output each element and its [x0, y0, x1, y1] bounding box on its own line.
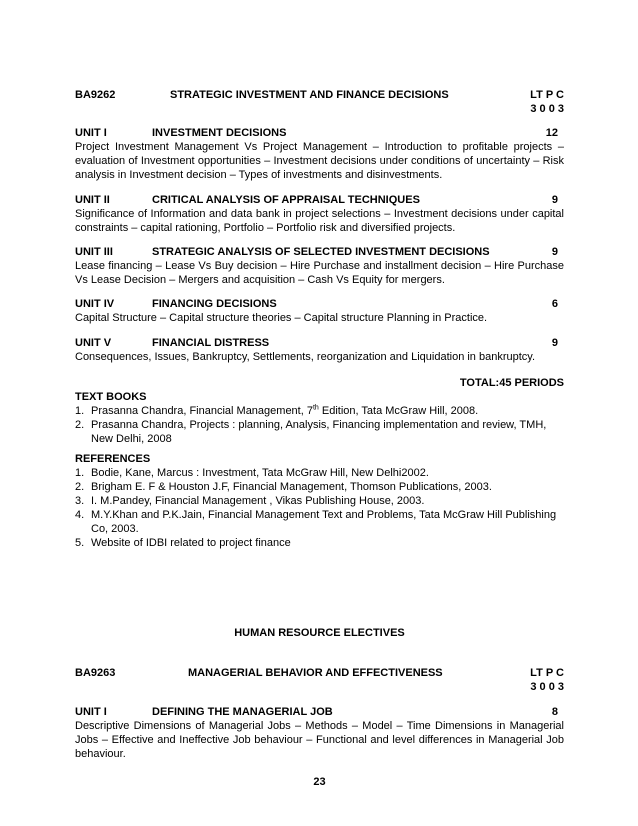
course-header	[75, 88, 564, 118]
list-item	[75, 536, 564, 550]
unit-heading	[75, 297, 564, 311]
list-number: 1.	[75, 467, 85, 479]
references-section	[75, 452, 564, 550]
list-number: 5.	[75, 537, 85, 549]
unit-description: Consequences, Issues, Bankruptcy, Settlements, reorganization and Liquidation in bankruptcy.	[75, 351, 536, 363]
list-text: Brigham E. F & Houston J.F, Financial Management, Thomson Publications, 2003.	[91, 481, 492, 493]
list-text: Website of IDBI related to project finance	[91, 537, 291, 549]
unit-heading	[75, 193, 564, 207]
textbooks-heading: TEXT BOOKS	[75, 391, 147, 403]
unit-description: Capital Structure – Capital structure theories – Capital structure Planning in Practice.	[75, 312, 488, 324]
unit-section	[75, 705, 564, 761]
ltpc-block	[530, 666, 564, 694]
list-item	[75, 480, 564, 494]
page-number: 23	[313, 776, 326, 788]
unit-number: UNIT I	[75, 706, 107, 718]
unit-section	[75, 193, 564, 235]
list-number: 4.	[75, 509, 85, 521]
unit-title: STRATEGIC ANALYSIS OF SELECTED INVESTMENT DECISIONS	[152, 246, 490, 258]
unit-heading	[75, 336, 564, 350]
unit-hours: 8	[551, 706, 558, 718]
ltpc-label: LT P C	[530, 667, 564, 679]
course-header	[75, 666, 564, 696]
section-heading: HUMAN RESOURCE ELECTIVES	[234, 627, 405, 639]
unit-title: FINANCIAL DISTRESS	[152, 337, 270, 349]
list-text: M.Y.Khan and P.K.Jain, Financial Management Text and Problems, Tata McGraw Hill Publishing Co, 2003.	[91, 509, 557, 535]
unit-description: Significance of Information and data bank in project selections – Investment decisions under capital constraints – capital rationing, Portfolio – Portfolio risk and diversified projects.	[75, 208, 564, 234]
unit-hours: 9	[551, 246, 558, 258]
unit-number: UNIT I	[75, 127, 107, 139]
unit-heading	[75, 126, 564, 140]
ltpc-block	[530, 88, 564, 116]
unit-number: UNIT II	[75, 194, 110, 206]
ltpc-label: LT P C	[530, 89, 564, 101]
list-text: Prasanna Chandra, Financial Management, 7th Edition, Tata McGraw Hill, 2008.	[91, 404, 479, 417]
course-title: STRATEGIC INVESTMENT AND FINANCE DECISIONS	[170, 89, 449, 101]
list-number: 2.	[75, 419, 85, 431]
unit-hours: 6	[551, 298, 558, 310]
unit-section	[75, 297, 564, 325]
list-item	[75, 494, 564, 508]
unit-number: UNIT IV	[75, 298, 115, 310]
ltpc-values: 3 0 0 3	[530, 103, 564, 115]
superscript: th	[312, 404, 319, 412]
list-item	[75, 418, 564, 446]
list-item	[75, 466, 564, 480]
list-item	[75, 404, 564, 418]
list-number: 3.	[75, 495, 85, 507]
unit-title: CRITICAL ANALYSIS OF APPRAISAL TECHNIQUES	[152, 194, 420, 206]
course-title: MANAGERIAL BEHAVIOR AND EFFECTIVENESS	[188, 667, 443, 679]
unit-title: DEFINING THE MANAGERIAL JOB	[152, 706, 333, 718]
list-item	[75, 508, 564, 536]
unit-section	[75, 126, 564, 182]
list-text: Prasanna Chandra, Projects : planning, Analysis, Financing implementation and review, TMH, New Delhi, 2008	[91, 419, 547, 445]
textbooks-list	[75, 404, 564, 446]
unit-description: Lease financing – Lease Vs Buy decision – Hire Purchase and installment decision – Hire Purchase Vs Lease Decision – Mergers and acquisition – Cash Vs Equity for mergers.	[75, 260, 564, 286]
unit-hours: 9	[551, 337, 558, 349]
unit-title: FINANCING DECISIONS	[152, 298, 277, 310]
textbooks-section	[75, 390, 564, 446]
list-number: 2.	[75, 481, 85, 493]
references-heading: REFERENCES	[75, 453, 151, 465]
unit-number: UNIT III	[75, 246, 113, 258]
course-code: BA9262	[75, 89, 116, 101]
total-periods: TOTAL:45 PERIODS	[459, 377, 564, 389]
unit-section	[75, 245, 564, 287]
unit-section	[75, 336, 564, 364]
document-page	[75, 0, 564, 826]
unit-hours: 9	[551, 194, 558, 206]
list-text: Bodie, Kane, Marcus : Investment, Tata McGraw Hill, New Delhi2002.	[91, 467, 429, 479]
unit-description: Project Investment Management Vs Project Management – Introduction to profitable projects – evaluation of Investment opportunities – Investment decisions under conditions of uncertainty – Risk analysis in Investment decision – Types of investments and disinvestments.	[75, 141, 564, 181]
unit-description: Descriptive Dimensions of Managerial Jobs – Methods – Model – Time Dimensions in Managerial Jobs – Effective and Ineffective Job behaviour – Functional and level differences in Managerial Job behaviour.	[75, 720, 564, 760]
unit-title: INVESTMENT DECISIONS	[152, 127, 287, 139]
course-code: BA9263	[75, 667, 116, 679]
references-list	[75, 466, 564, 550]
list-text: I. M.Pandey, Financial Management , Vikas Publishing House, 2003.	[91, 495, 425, 507]
ltpc-values: 3 0 0 3	[530, 681, 564, 693]
unit-number: UNIT V	[75, 337, 112, 349]
list-number: 1.	[75, 405, 85, 417]
unit-heading	[75, 705, 564, 719]
unit-heading	[75, 245, 564, 259]
unit-hours: 12	[545, 127, 558, 139]
